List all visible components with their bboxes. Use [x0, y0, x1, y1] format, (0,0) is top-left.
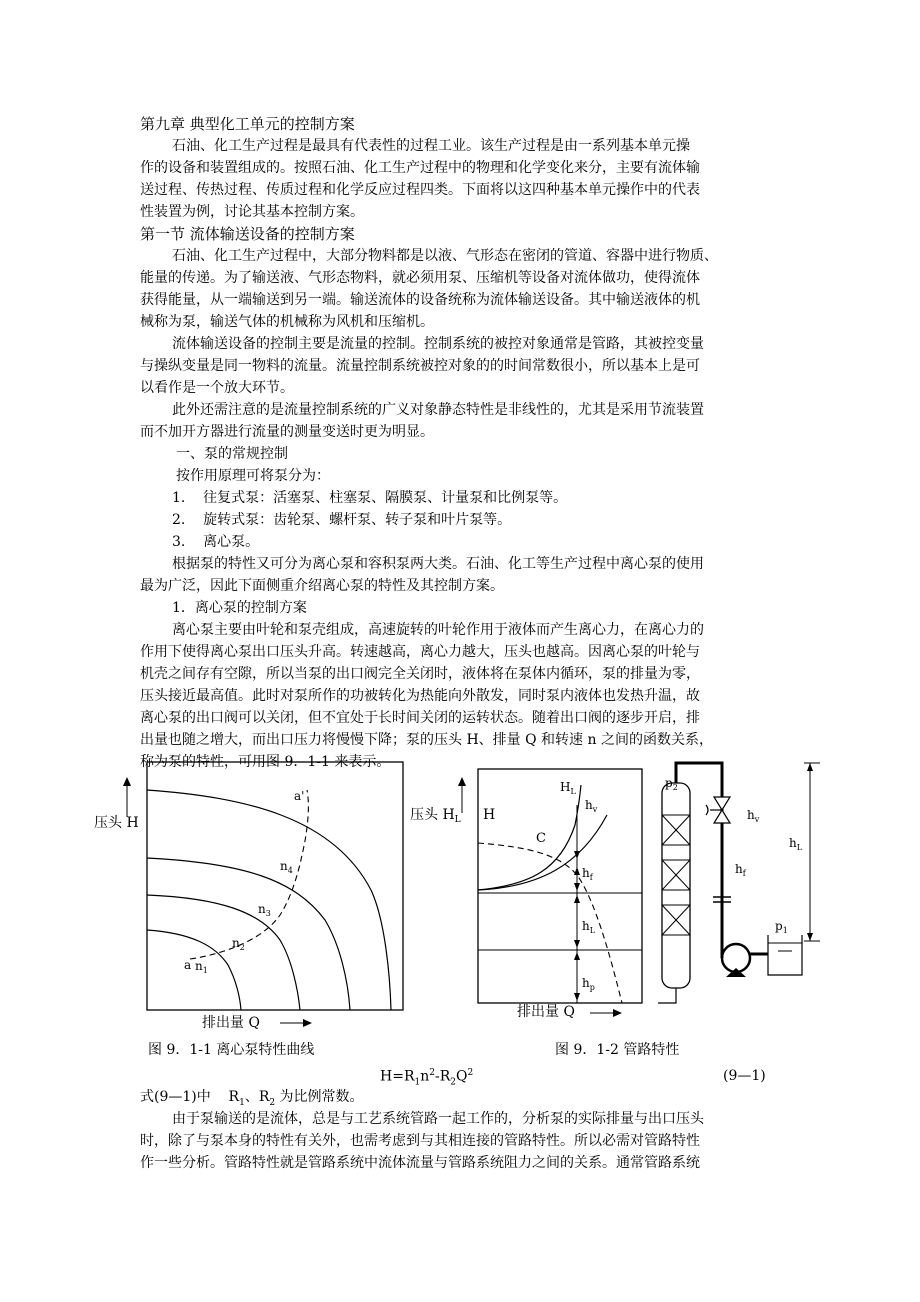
pump-curve-dashed: [478, 843, 622, 1003]
para-line: 称为泵的特性，可用图 9．1-1 来表示。: [140, 754, 391, 770]
label-hf: $h_f$: [582, 866, 593, 882]
pump-type-item: [172, 531, 822, 553]
control-valve-icon: [706, 797, 730, 823]
formula-note: 式(9—1)中 $R_1$、$R_2$ 为比例常数。: [140, 1089, 364, 1108]
label-hp: $h_p$: [582, 976, 595, 992]
plot-frame: [147, 762, 403, 1010]
label-hf-pipe: $h_f$: [735, 862, 746, 878]
fig1-caption: 图 9．1-1 离心泵特性曲线: [148, 1042, 315, 1058]
para-line: 由于泵输送的是流体，总是与工艺系统管路一起工作的，分析泵的实际排量与出口压头: [172, 1111, 704, 1127]
fig2-caption: 图 9．1-2 管路特性: [555, 1042, 680, 1058]
pipeline: [676, 763, 722, 950]
x-axis-arrowhead: [303, 1019, 312, 1027]
para-line: 此外还需注意的是流量控制系统的广义对象静态特性是非线性的，尤其是采用节流装置: [172, 402, 704, 418]
speed-curve-n4: [147, 790, 391, 1010]
curve-label-n2: $n_2$: [232, 936, 245, 952]
para-line: 而不加开方器进行流量的测量变送时更为明显。: [140, 424, 434, 440]
label-p1: $p_1$: [775, 919, 788, 935]
dim-arrow: [574, 895, 580, 903]
para-line: 以看作是一个放大环节。: [140, 380, 294, 396]
dim-arrow: [574, 952, 580, 960]
fig2-xlabel: 排出量 Q: [517, 1004, 575, 1020]
dim-arrow: [807, 933, 813, 941]
intro-line: 作的设备和装置组成的。按照石油、化工生产过程中的物理和化学变化来分，主要有流体输: [140, 160, 700, 176]
item-number: 2.: [172, 512, 186, 528]
para-line: 根据泵的特性又可分为离心泵和容积泵两大类。石油、化工等生产过程中离心泵的使用: [172, 556, 704, 572]
fig1-xlabel: 排出量 Q: [202, 1015, 260, 1031]
fig2-ylabel: 压头 $H_L$: [410, 807, 461, 825]
para-line: 石油、化工生产过程中，大部分物料都是以液、气形态在密闭的管道、容器中进行物质、: [172, 248, 718, 264]
label-HL: $H_L$: [560, 780, 576, 796]
section-title: 第一节 流体输送设备的控制方案: [140, 225, 355, 243]
chapter-title: 第九章 典型化工单元的控制方案: [140, 115, 355, 133]
label-hv: $h_v$: [585, 798, 598, 814]
pump-icon: [722, 944, 750, 972]
formula-number: (9—1): [723, 1068, 766, 1084]
label-C: C: [536, 831, 546, 846]
label-hv-valve: $h_v$: [747, 808, 760, 824]
column-packing: [662, 815, 690, 935]
pump-characteristic-figure: [80, 755, 420, 1040]
label-hL-height: $h_L$: [789, 836, 803, 852]
item-text: 离心泵。: [203, 534, 260, 550]
para-line: 获得能量，从一端输送到另一端。输送流体的设备统称为流体输送设备。其中输送液体的机: [140, 292, 700, 308]
para-line: 与操纵变量是同一物料的流量。流量控制系统被控对象的的时间常数很小，所以基本上是可: [140, 358, 700, 374]
dim-arrow: [574, 851, 580, 859]
dim-arrow: [574, 867, 580, 875]
label-p2: $p_2$: [665, 776, 678, 792]
para-line: 械称为泵，输送气体的机械称为风机和压缩机。: [140, 314, 434, 330]
column-bottom-pipe: [658, 988, 676, 1003]
curve-label-n3: $n_3$: [258, 902, 271, 918]
item-number: 3.: [172, 534, 186, 550]
para-line: 压头接近最高值。此时对泵所作的功被转化为热能向外散发，同时泵内液体也发热升温，故: [140, 688, 700, 704]
subsection-title: 一、泵的常规控制: [176, 446, 288, 462]
point-a-top-label: a': [294, 789, 305, 803]
intro-line: 送过程、传热过程、传质过程和化学反应过程四类。下面将以这四种基本单元操作中的代表: [140, 182, 700, 198]
speed-curve-n2: [147, 895, 300, 1010]
x-axis-arrowhead: [613, 1009, 622, 1017]
para-line: 流体输送设备的控制主要是流量的控制。控制系统的被控对象通常是管路，其被控变量: [172, 336, 704, 352]
subsection-title: 1．离心泵的控制方案: [172, 600, 307, 616]
dim-arrow: [574, 993, 580, 1001]
intro-line: 性装置为例，讨论其基本控制方案。: [140, 204, 364, 220]
fig1-ylabel: 压头 H: [94, 815, 139, 831]
item-number: 1.: [172, 490, 186, 506]
pipeline-curve-HL: [478, 785, 581, 890]
para-line: 离心泵的出口阀可以关闭，但不宜处于长时间关闭的运转状态。随着出口阀的逐步开启，排: [140, 710, 700, 726]
para-line: 最为广泛，因此下面侧重介绍离心泵的特性及其控制方案。: [140, 578, 504, 594]
y-axis-arrowhead: [123, 777, 131, 786]
y-axis-arrowhead: [458, 777, 466, 786]
curve-label-n1: $n_1$: [195, 959, 208, 975]
pump-type-item: [172, 487, 822, 509]
point-a-bottom-label: a: [184, 958, 192, 972]
formula: $H=R_1n^2-R_2Q^2$: [380, 1068, 474, 1088]
dim-arrow: [574, 883, 580, 891]
para-line: 出量也随之增大，而出口压力将慢慢下降；泵的压头 H、排量 Q 和转速 n 之间的函数关系，: [140, 732, 713, 748]
para-line: 能量的传递。为了输送液、气形态物料，就必须用泵、压缩机等设备对流体做功，使得流体: [140, 270, 700, 286]
para-line: 作用下使得离心泵出口压头升高。转速越高，离心力越大，压头也越高。因离心泵的叶轮与: [140, 644, 700, 660]
para-line: 作一些分析。管路特性就是管路系统中流体流量与管路系统阻力之间的关系。通常管路系统: [140, 1155, 700, 1171]
pump-type-item: [172, 509, 822, 531]
speed-curve-n1: [147, 930, 241, 1010]
curve-label-n4: $n_4$: [280, 859, 293, 875]
item-text: 往复式泵：活塞泵、柱塞泵、隔膜泵、计量泵和比例泵等。: [203, 490, 568, 506]
para-line: 离心泵主要由叶轮和泵壳组成，高速旋转的叶轮作用于液体而产生离心力，在离心力的: [172, 622, 704, 638]
para-line: 机壳之间存有空隙，所以当泵的出口阀完全关闭时，液体将在泵体内循环，泵的排量为零，: [140, 666, 700, 682]
label-hL: $h_L$: [582, 919, 596, 935]
supply-tank: [768, 935, 802, 975]
intro-line: 石油、化工生产过程是最具有代表性的过程工业。该生产过程是由一系列基本单元操: [172, 138, 690, 154]
para-line: 时，除了与泵本身的特性有关外，也需考虑到与其相连接的管路特性。所以必需对管路特性: [140, 1133, 700, 1149]
fig2-ylabel2: H: [483, 807, 496, 823]
dim-arrow: [807, 763, 813, 771]
dim-arrow: [574, 940, 580, 948]
item-text: 旋转式泵：齿轮泵、螺杆泵、转子泵和叶片泵等。: [203, 512, 512, 528]
classify-intro: 按作用原理可将泵分为：: [176, 468, 330, 484]
pipeline-characteristic-figure: [410, 755, 830, 1040]
